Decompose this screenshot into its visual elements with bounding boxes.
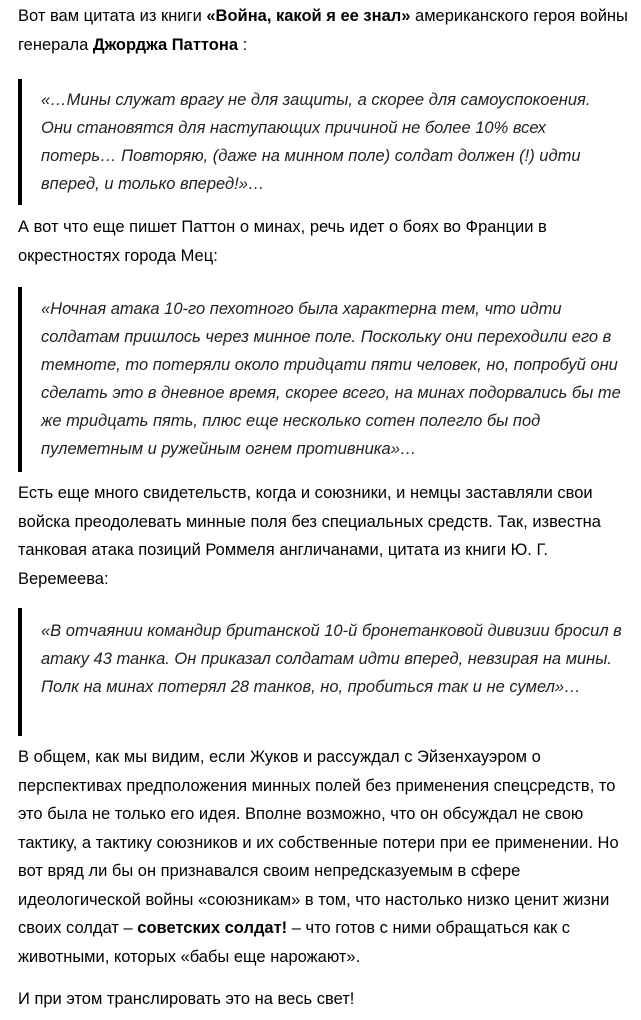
- soviet-soldiers-emphasis: советских солдат!: [137, 919, 288, 937]
- book-title: «Война, какой я ее знал»: [206, 7, 411, 25]
- intro-suffix: :: [238, 35, 248, 54]
- zhukov-prefix: В общем, как мы видим, если Жуков и рассуждал с Эйзенхауэром о перспективах предположения минных полей без применения спецсредств, то это была не только его идея. Вполне возможно, что он обсуждал не свою тактику, а тактику союзников и их собственные потери при ее применении. Но вот вряд ли бы он признавался своим непредсказуемым в сфере идеологической войны «союзникам» в том, что настолько низко ценит жизни своих солдат –: [18, 748, 619, 937]
- quote-text: «В отчаянии командир британской 10-й бронетанковой дивизии бросил в атаку 43 танка. Он приказал солдатам идти вперед, невзирая на мины. Полк на минах потерял 28 танков, но, пробиться так и не сумел»…: [41, 622, 622, 696]
- paragraph-metz: А вот что еще пишет Паттон о минах, речь идет о боях во Франции в окрестностях города Мец:: [18, 218, 547, 265]
- quote-text: «Ночная атака 10-го пехотного была характерна тем, что идти солдатам пришлось через минное поле. Поскольку они переходили его в темноте, то потеряли около тридцати пяти человек, но, попробуй они сделать это в дневное время, скорее всего, на минах подорвались бы те же тридцать пять, плюс еще несколько сотен полегло бы под пулеметным и ружейным огнем противника»…: [41, 300, 621, 458]
- paragraph-closing: И при этом транслировать это на весь свет!: [18, 990, 355, 1008]
- intro-prefix: Вот вам цитата из книги: [18, 7, 207, 25]
- intro-middle: американского героя войны генерала: [18, 7, 628, 54]
- blockquote-british-tanks: [18, 608, 622, 736]
- quote-text: «…Мины служат врагу не для защиты, а скорее для самоуспокоения. Они становятся для наступающих причиной не более 10% всех потерь… Повторяю, (даже на минном поле) солдат должен (!) идти вперед, и только вперед!»…: [41, 91, 591, 193]
- author-name: Джорджа Паттона: [92, 35, 238, 54]
- paragraph-intro: [18, 2, 628, 59]
- paragraph-evidence: Есть еще много свидетельств, когда и союзники, и немцы заставляли свои войска преодолевать минные поля без специальных средств. Так, известна танковая атака позиций Роммеля англичанами, цитата из книги Ю. Г. Веремеева:: [18, 484, 601, 588]
- blockquote-patton-mines: [18, 79, 622, 205]
- blockquote-night-attack: [18, 287, 622, 472]
- zhukov-suffix: – что готов с ними обращаться как с животными, которых «бабы еще нарожают».: [18, 919, 571, 966]
- paragraph-zhukov: [18, 743, 628, 971]
